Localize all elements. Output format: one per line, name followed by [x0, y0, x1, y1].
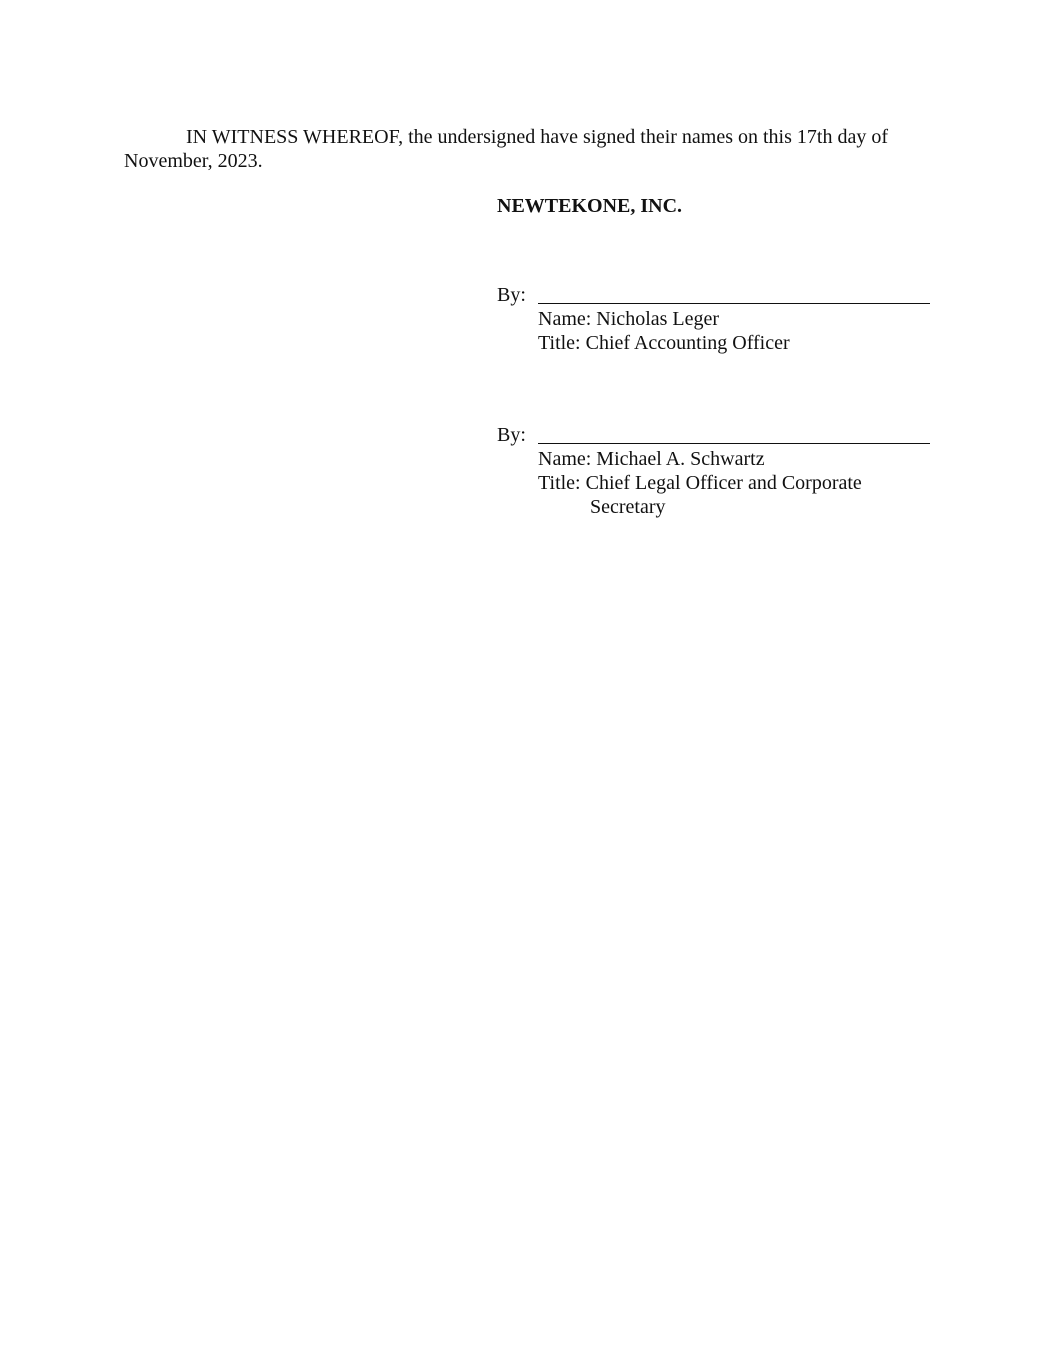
- signature-line: [538, 443, 930, 444]
- signatory-info: [538, 307, 937, 355]
- signatory-title-continuation: Secretary: [590, 496, 666, 518]
- signatory-name: Name: Michael A. Schwartz: [538, 448, 765, 470]
- witness-clause: IN WITNESS WHEREOF, the undersigned have signed their names on this 17th day of November, 2023.: [124, 126, 888, 172]
- company-name: NEWTEKONE, INC.: [497, 195, 683, 217]
- by-row: [497, 283, 937, 307]
- signatory-title: Title: Chief Accounting Officer: [538, 332, 790, 354]
- signature-block-1: [497, 283, 937, 355]
- signature-line: [538, 303, 930, 304]
- by-label: By:: [497, 284, 526, 306]
- signatory-info: [538, 447, 937, 519]
- by-label: By:: [497, 424, 526, 446]
- signature-block-2: [497, 423, 937, 519]
- signatory-title: Title: Chief Legal Officer and Corporate: [538, 472, 862, 494]
- by-row: [497, 423, 937, 447]
- signatory-name: Name: Nicholas Leger: [538, 308, 720, 330]
